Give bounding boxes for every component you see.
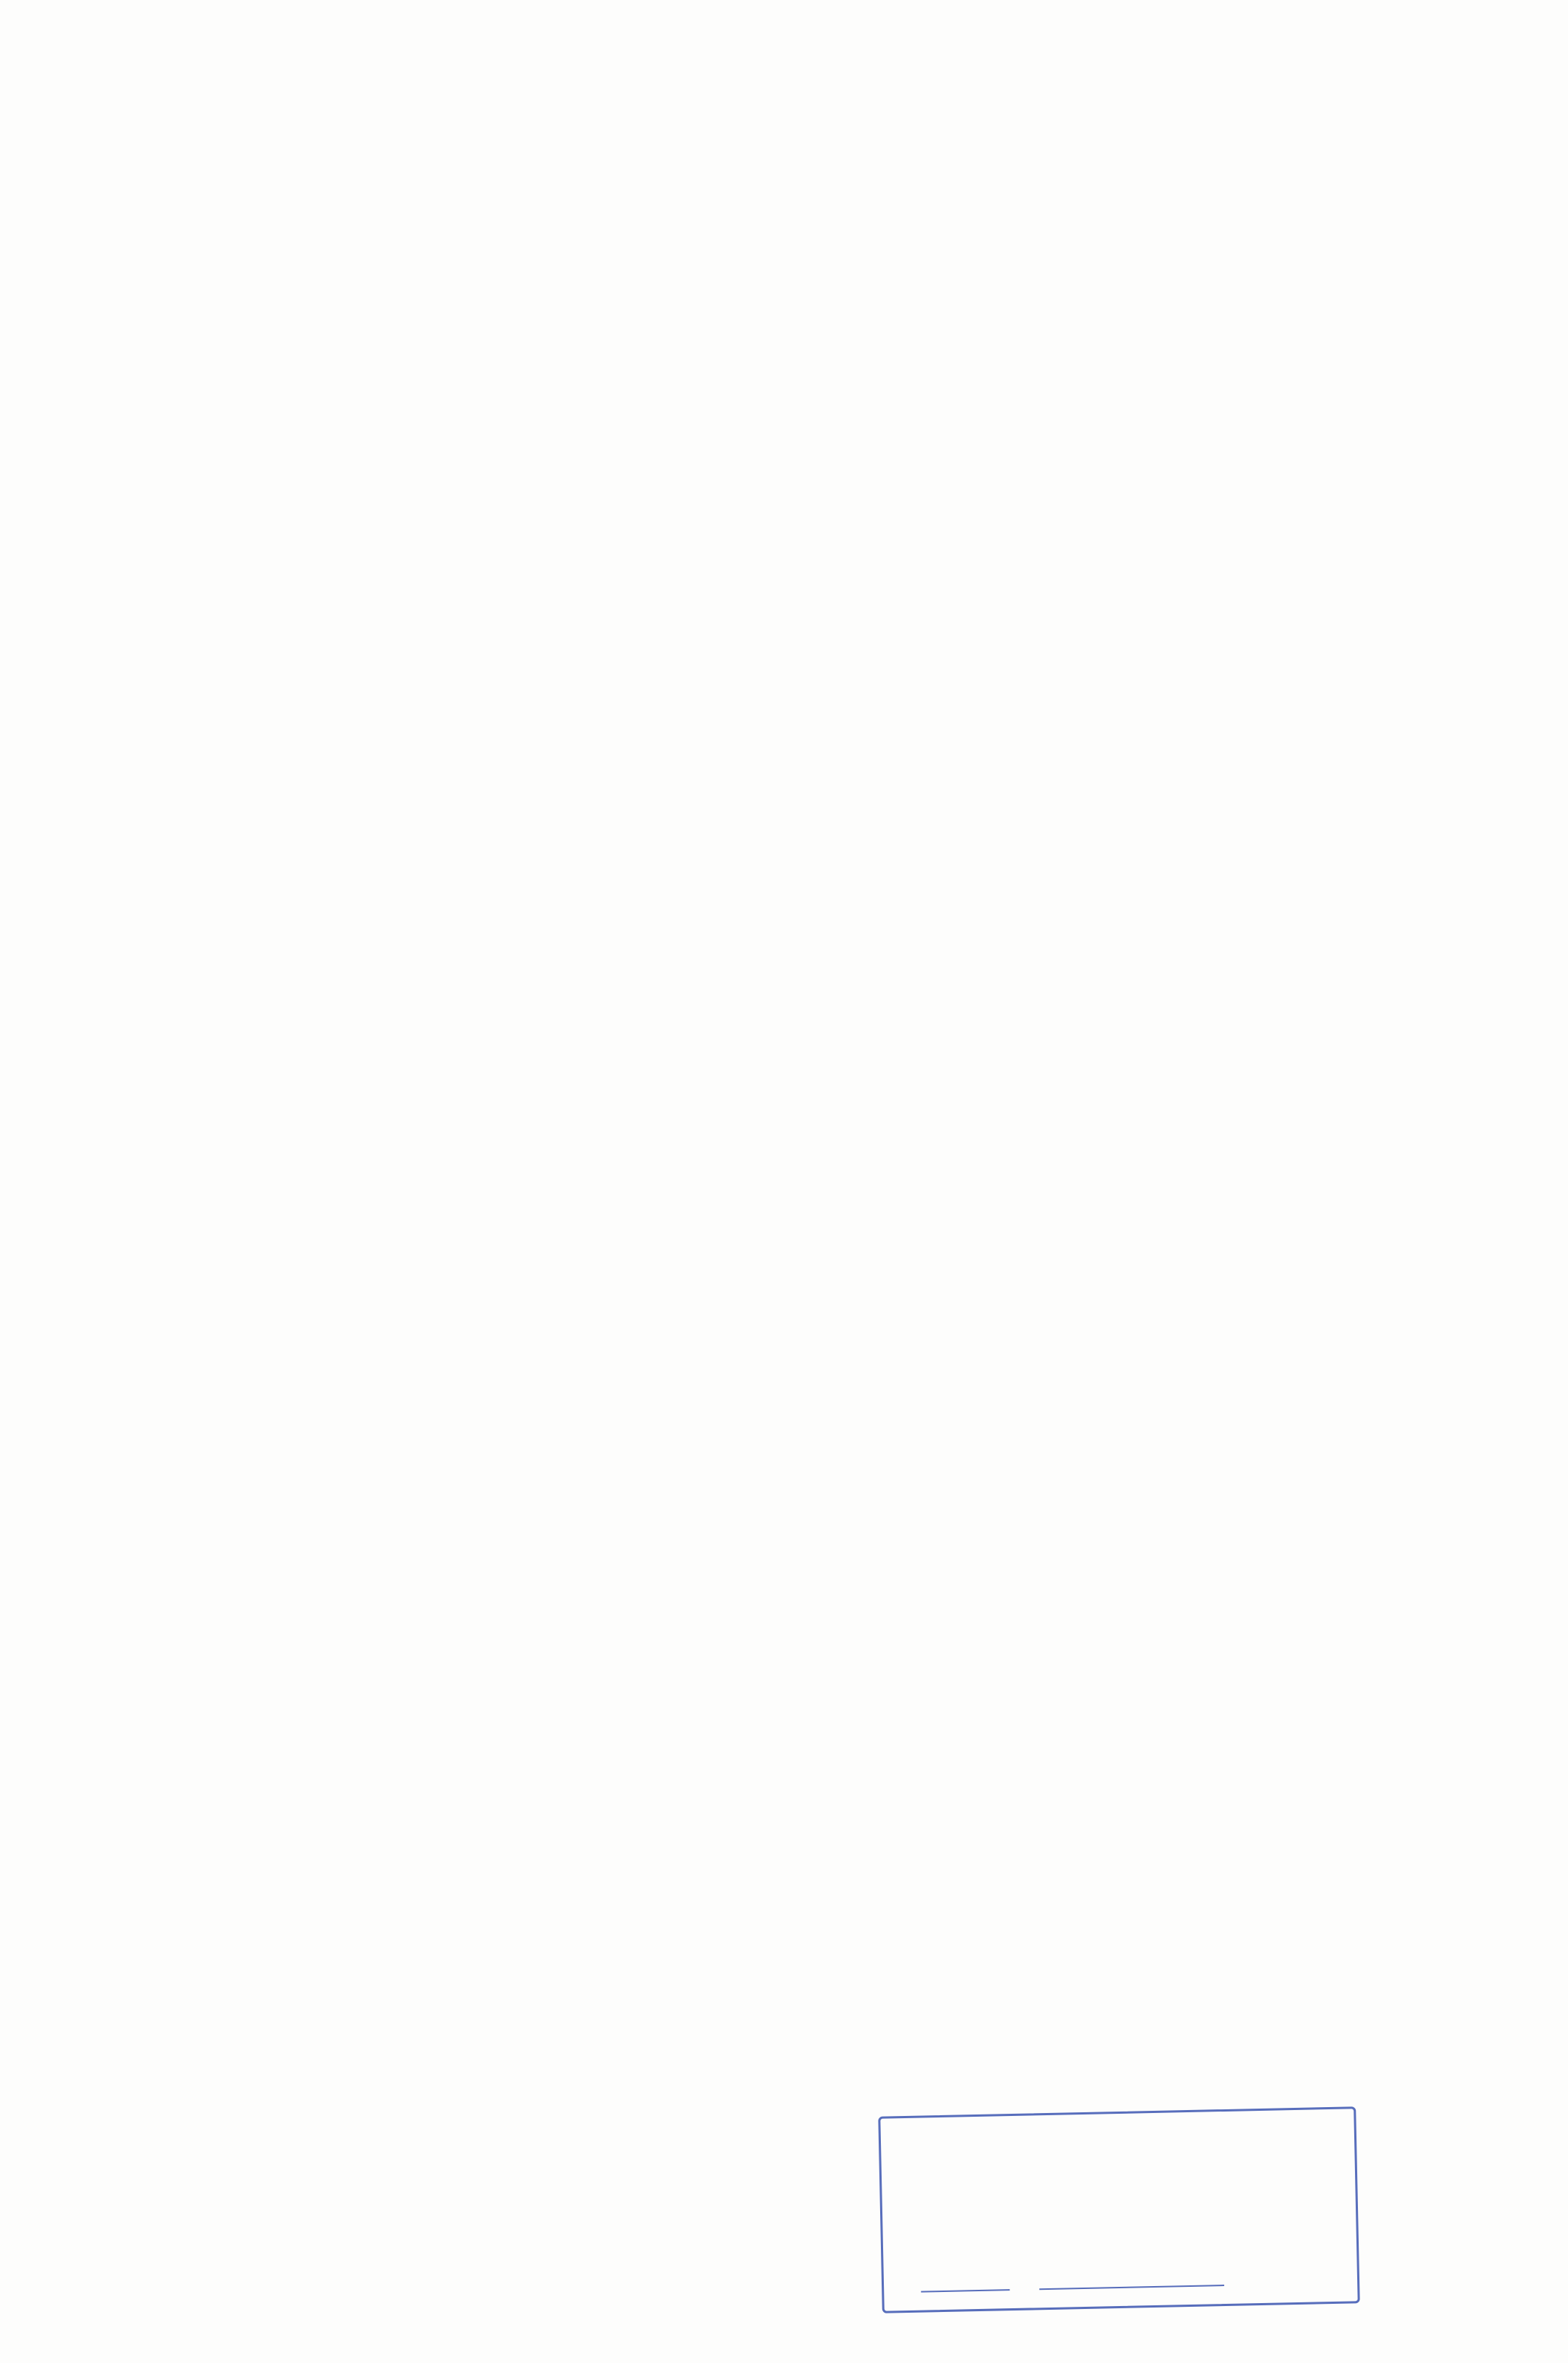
registration-stamp — [878, 2106, 1359, 2313]
stamp-line-5 — [882, 2208, 1356, 2217]
stamp-month-line — [1039, 2285, 1224, 2290]
stamp-day-line — [921, 2289, 1010, 2293]
stamp-line-4 — [882, 2184, 1355, 2194]
stamp-date — [898, 2242, 1342, 2304]
document-body — [89, 104, 1442, 229]
section-heading — [89, 148, 1442, 186]
stamp-line-2 — [881, 2132, 1354, 2142]
stamp-line-3 — [882, 2160, 1355, 2170]
stamp-line-1 — [880, 2113, 1354, 2123]
